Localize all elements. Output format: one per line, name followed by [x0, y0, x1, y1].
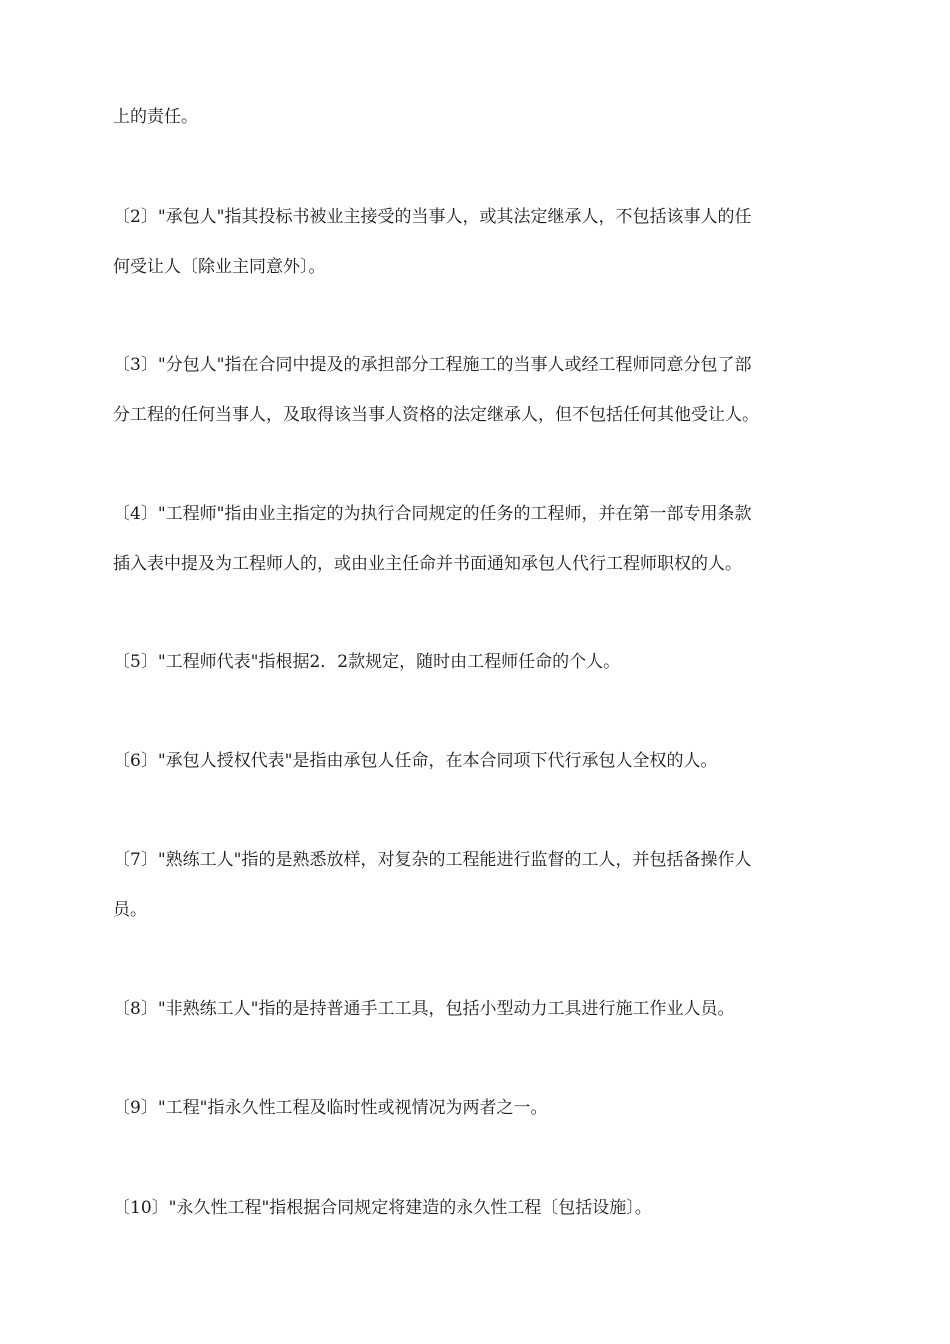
paragraph-5-engineer-representative [113, 637, 838, 687]
paragraph-line: 〔5〕"工程师代表"指根据2．2款规定，随时由工程师任命的个人。 [113, 652, 621, 672]
paragraph-line: 上的责任。 [113, 107, 198, 127]
paragraph-line: 〔7〕"熟练工人"指的是熟悉放样，对复杂的工程能进行监督的工人，并包括备操作人 [113, 850, 752, 870]
paragraph-line: 〔9〕"工程"指永久性工程及临时性或视情况为两者之一。 [113, 1098, 548, 1118]
paragraph-3-subcontractor [113, 340, 838, 440]
paragraph-4-engineer [113, 489, 838, 589]
paragraph-7-skilled-worker [113, 835, 838, 935]
paragraph-line: 〔4〕"工程师"指由业主指定的为执行合同规定的任务的工程师，并在第一部专用条款 [113, 504, 752, 524]
paragraph-line: 〔10〕"永久性工程"指根据合同规定将建造的永久性工程〔包括设施〕。 [113, 1198, 652, 1218]
paragraph-line: 分工程的任何当事人，及取得该当事人资格的法定继承人，但不包括任何其他受让人。 [113, 405, 759, 425]
paragraph-line: 〔2〕"承包人"指其投标书被业主接受的当事人，或其法定继承人，不包括该事人的任 [113, 207, 752, 227]
paragraph-line: 何受让人〔除业主同意外〕。 [113, 257, 326, 277]
paragraph-1 [113, 92, 838, 142]
paragraph-9-works [113, 1083, 838, 1133]
paragraph-line: 〔3〕"分包人"指在合同中提及的承担部分工程施工的当事人或经工程师同意分包了部 [113, 355, 752, 375]
paragraph-6-authorized-representative [113, 736, 838, 786]
paragraph-line: 〔6〕"承包人授权代表"是指由承包人任命，在本合同项下代行承包人全权的人。 [113, 751, 718, 771]
paragraph-8-unskilled-worker [113, 984, 838, 1034]
paragraph-line: 员。 [113, 900, 147, 920]
paragraph-line: 插入表中提及为工程师人的，或由业主任命并书面通知承包人代行工程师职权的人。 [113, 554, 742, 574]
paragraph-10-permanent-works [113, 1183, 838, 1233]
paragraph-2-contractor [113, 192, 838, 292]
paragraph-line: 〔8〕"非熟练工人"指的是持普通手工工具，包括小型动力工具进行施工作业人员。 [113, 999, 735, 1019]
